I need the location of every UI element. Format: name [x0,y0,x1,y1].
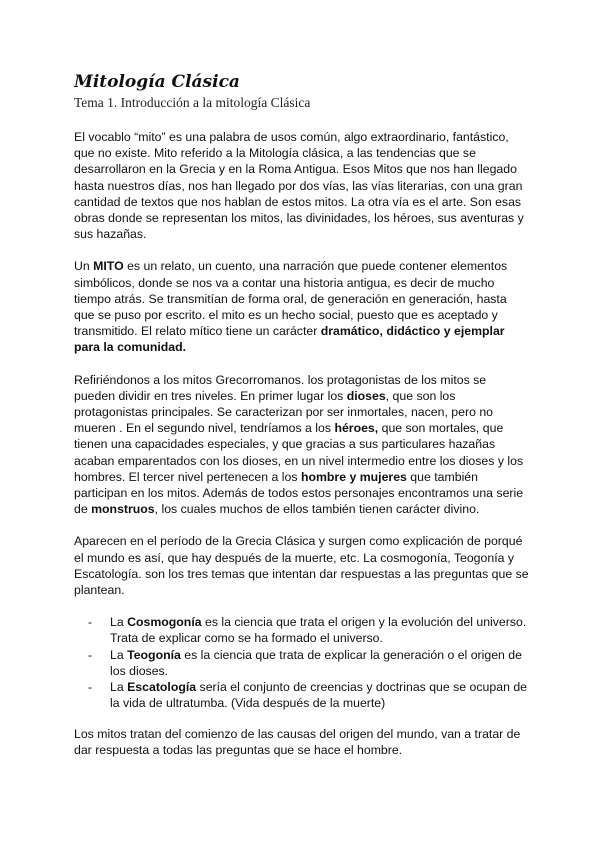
bold-term-teogonia: Teogonía [127,647,181,662]
text-run: es un relato, un cuento, una narración que puede contener elementos simbólicos, donde se nos va a contar una historia antigua, es decir de mucho tiempo atrás. Se transmitían de forma oral, de generación en generación, hasta que se puso por escrito. el mito es un hecho social, puesto que es aceptado y transmitido. El relato mítico tiene un carácter [74,259,508,339]
list-item [88,614,530,646]
page-subtitle: Tema 1. Introducción a la mitología Clásica [74,95,311,110]
paragraph-mito [74,258,530,355]
text-run: La [110,680,128,695]
list-item [88,647,530,679]
text-run: que son mortales, que tienen una capacidades especiales, y que gracias a sus particulares hazañas acaban emparentados con los dioses, en un nivel intermedio entre los dioses y los hombres. El tercer nivel pertenecen a los [74,421,524,484]
paragraph-origen: Aparecen en el período de la Grecia Clásica y surgen como explicación de porqué el mundo es así, que hay después de la muerte, etc. La cosmogonía, Teogonía y Escatología. son los tres temas que intentan dar respuestas a las preguntas que se plantean. [74,534,529,598]
text-run: es la ciencia que trata de explicar la generación o el origen de los dioses. [110,647,522,678]
text-run: , los cuales muchos de ellos también tienen carácter divino. [154,502,480,517]
bullet-dash: - [88,680,93,695]
text-run: Un [74,259,94,274]
text-run: sería el conjunto de creencias y doctrinas que se ocupan de la vida de ultratumba. (Vida después de la muerte) [110,680,527,711]
bold-term-cosmogonia: Cosmogonía [127,615,202,630]
text-run: que también participan en los mitos. Además de todos estos personajes encontramos una serie de [74,469,524,517]
topics-list [74,614,530,711]
bold-phrase-caracter: dramático, didáctico y ejemplar para la comunidad. [74,324,505,355]
bold-term-escatologia: Escatología [127,680,197,695]
document-body [74,129,530,774]
bold-term-mito: MITO [93,259,124,274]
paragraph-protagonistas [74,372,530,518]
bullet-dash: - [88,647,93,662]
bullet-dash: - [88,615,93,630]
text-run: La [110,615,128,630]
paragraph-conclusion: Los mitos tratan del comienzo de las causas del origen del mundo, van a tratar de dar respuesta a todas las preguntas que se hace el hombre. [74,726,521,757]
page-title: Mitología Clásica [74,72,240,92]
bold-term-heroes: héroes, [334,421,379,436]
text-run: Refiriéndonos a los mitos Grecorromanos. los protagonistas de los mitos se pueden dividir en tres niveles. En primer lugar los [74,372,487,403]
list-item [88,679,530,711]
text-run: La [110,647,128,662]
paragraph-intro: El vocablo “mito” es una palabra de usos común, algo extraordinario, fantástico, que no existe. Mito referido a la Mitología clásica, a las tendencias que se desarrollaron en la Grecia y en la Roma Antigua. Esos Mitos que nos han llegado hasta nuestros días, nos han llegado por dos vías, las vías literarias, con una gran cantidad de textos que nos hablan de estos mitos. La otra vía es el arte. Son esas obras donde se representan los mitos, las divinidades, los héroes, sus aventuras y sus hazañas. [74,130,524,242]
text-run: , que son los protagonistas principales. Se caracterizan por ser inmortales, nacen, pero no mueren . En el segundo nivel, tendríamos a los [74,388,494,436]
bold-term-dioses: dioses [346,388,386,403]
bold-term-monstruos: monstruos [91,502,155,517]
text-run: es la ciencia que trata el origen y la evolución del universo. Trata de explicar como se ha formado el universo. [110,615,527,646]
bold-term-hombres: hombre y mujeres [300,469,407,484]
